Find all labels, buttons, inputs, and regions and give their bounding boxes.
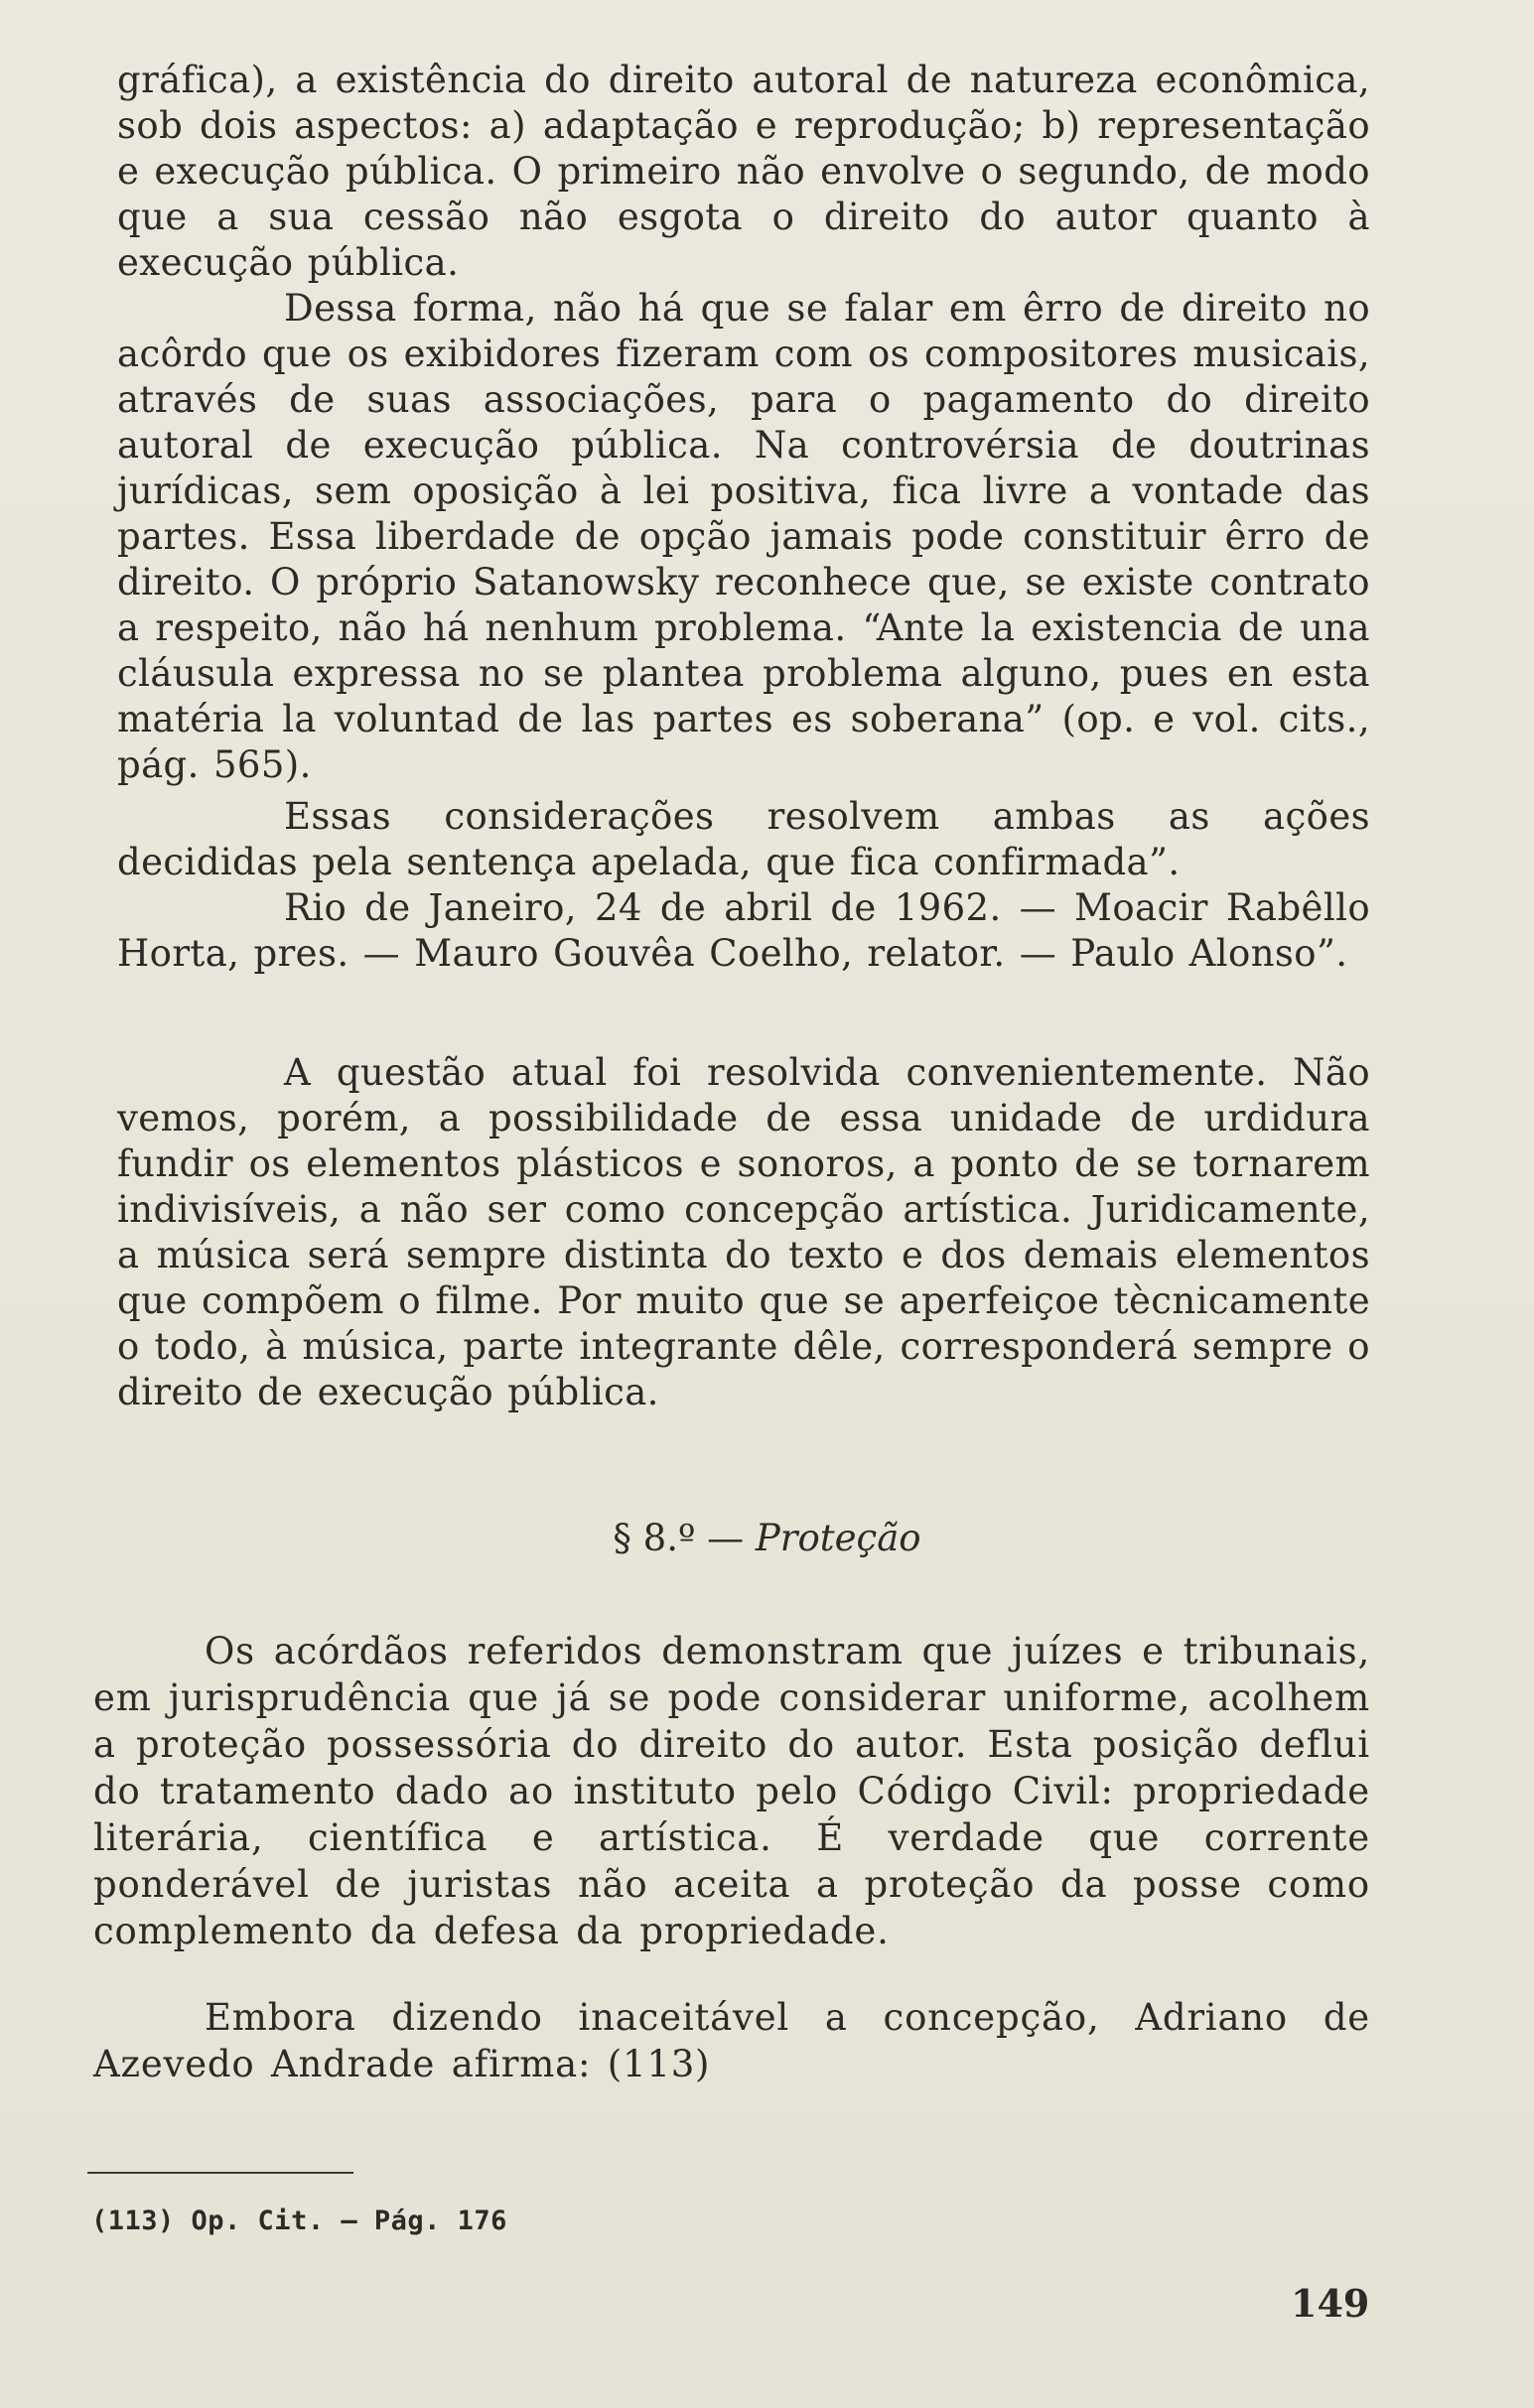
paragraph: Embora dizendo inaceitável a concepção, Adriano de Azevedo Andrade afirma: (113) xyxy=(93,1996,1370,2085)
paragraph: Dessa forma, não há que se falar em êrro de direito no acôrdo que os exibidores fizeram com os compositores musicais, através de suas associações, para o pagamento do direito autoral de execução pública. Na controvérsia de doutrinas jurídicas, sem oposição à lei positiva, fica livre a vontade das partes. Essa liberdade de opção jamais pode constituir êrro de direito. O próprio Satanowsky reconhece que, se existe contrato a respeito, não há nenhum problema. “Ante la existencia de una cláusula expressa no se plantea problema alguno, pues en esta matéria la voluntad de las partes es soberana” (op. e vol. cits., pág. 565). xyxy=(117,287,1370,786)
upper-text-block xyxy=(117,58,1370,977)
paragraph: A questão atual foi resolvida convenientemente. Não vemos, porém, a possibilidade de essa unidade de urdidura fundir os elementos plásticos e sonoros, a ponto de se tornarem indivisíveis, a não ser como concepção artística. Juridicamente, a música será sempre distinta do texto e dos demais elementos que compõem o filme. Por muito que se aperfeiçoe tècnicamente o todo, à música, parte integrante dêle, corresponderá sempre o direito de execução pública. xyxy=(117,1051,1370,1413)
section-title: Proteção xyxy=(755,1517,921,1559)
footnote-divider xyxy=(87,2172,353,2174)
paragraph: Rio de Janeiro, 24 de abril de 1962. — Moacir Rabêllo Horta, pres. — Mauro Gouvêa Coelho, relator. — Paulo Alonso”. xyxy=(117,886,1370,975)
paragraph: gráfica), a existência do direito autoral de natureza econômica, sob dois aspectos: a) adaptação e reprodução; b) representação e execução pública. O primeiro não envolve o segundo, de modo que a sua cessão não esgota o direito do autor quanto à execução pública. xyxy=(117,59,1370,284)
footnote: (113) Op. Cit. — Pág. 176 xyxy=(91,2206,507,2236)
lower-text-block xyxy=(93,1628,1370,2087)
section-number: § 8.º — xyxy=(613,1517,745,1559)
section-heading xyxy=(0,1516,1534,1561)
middle-text-block xyxy=(117,1050,1370,1415)
paragraph: Essas considerações resolvem ambas as ações decididas pela sentença apelada, que fica confirmada”. xyxy=(117,795,1370,883)
page-number: 149 xyxy=(1291,2281,1370,2326)
paragraph: Os acórdãos referidos demonstram que juízes e tribunais, em jurisprudência que já se pode considerar uniforme, acolhem a proteção possessória do direito do autor. Esta posição deflui do tratamento dado ao instituto pelo Código Civil: propriedade literária, científica e artística. É verdade que corrente ponderável de juristas não aceita a proteção da posse como complemento da defesa da propriedade. xyxy=(93,1630,1370,1952)
